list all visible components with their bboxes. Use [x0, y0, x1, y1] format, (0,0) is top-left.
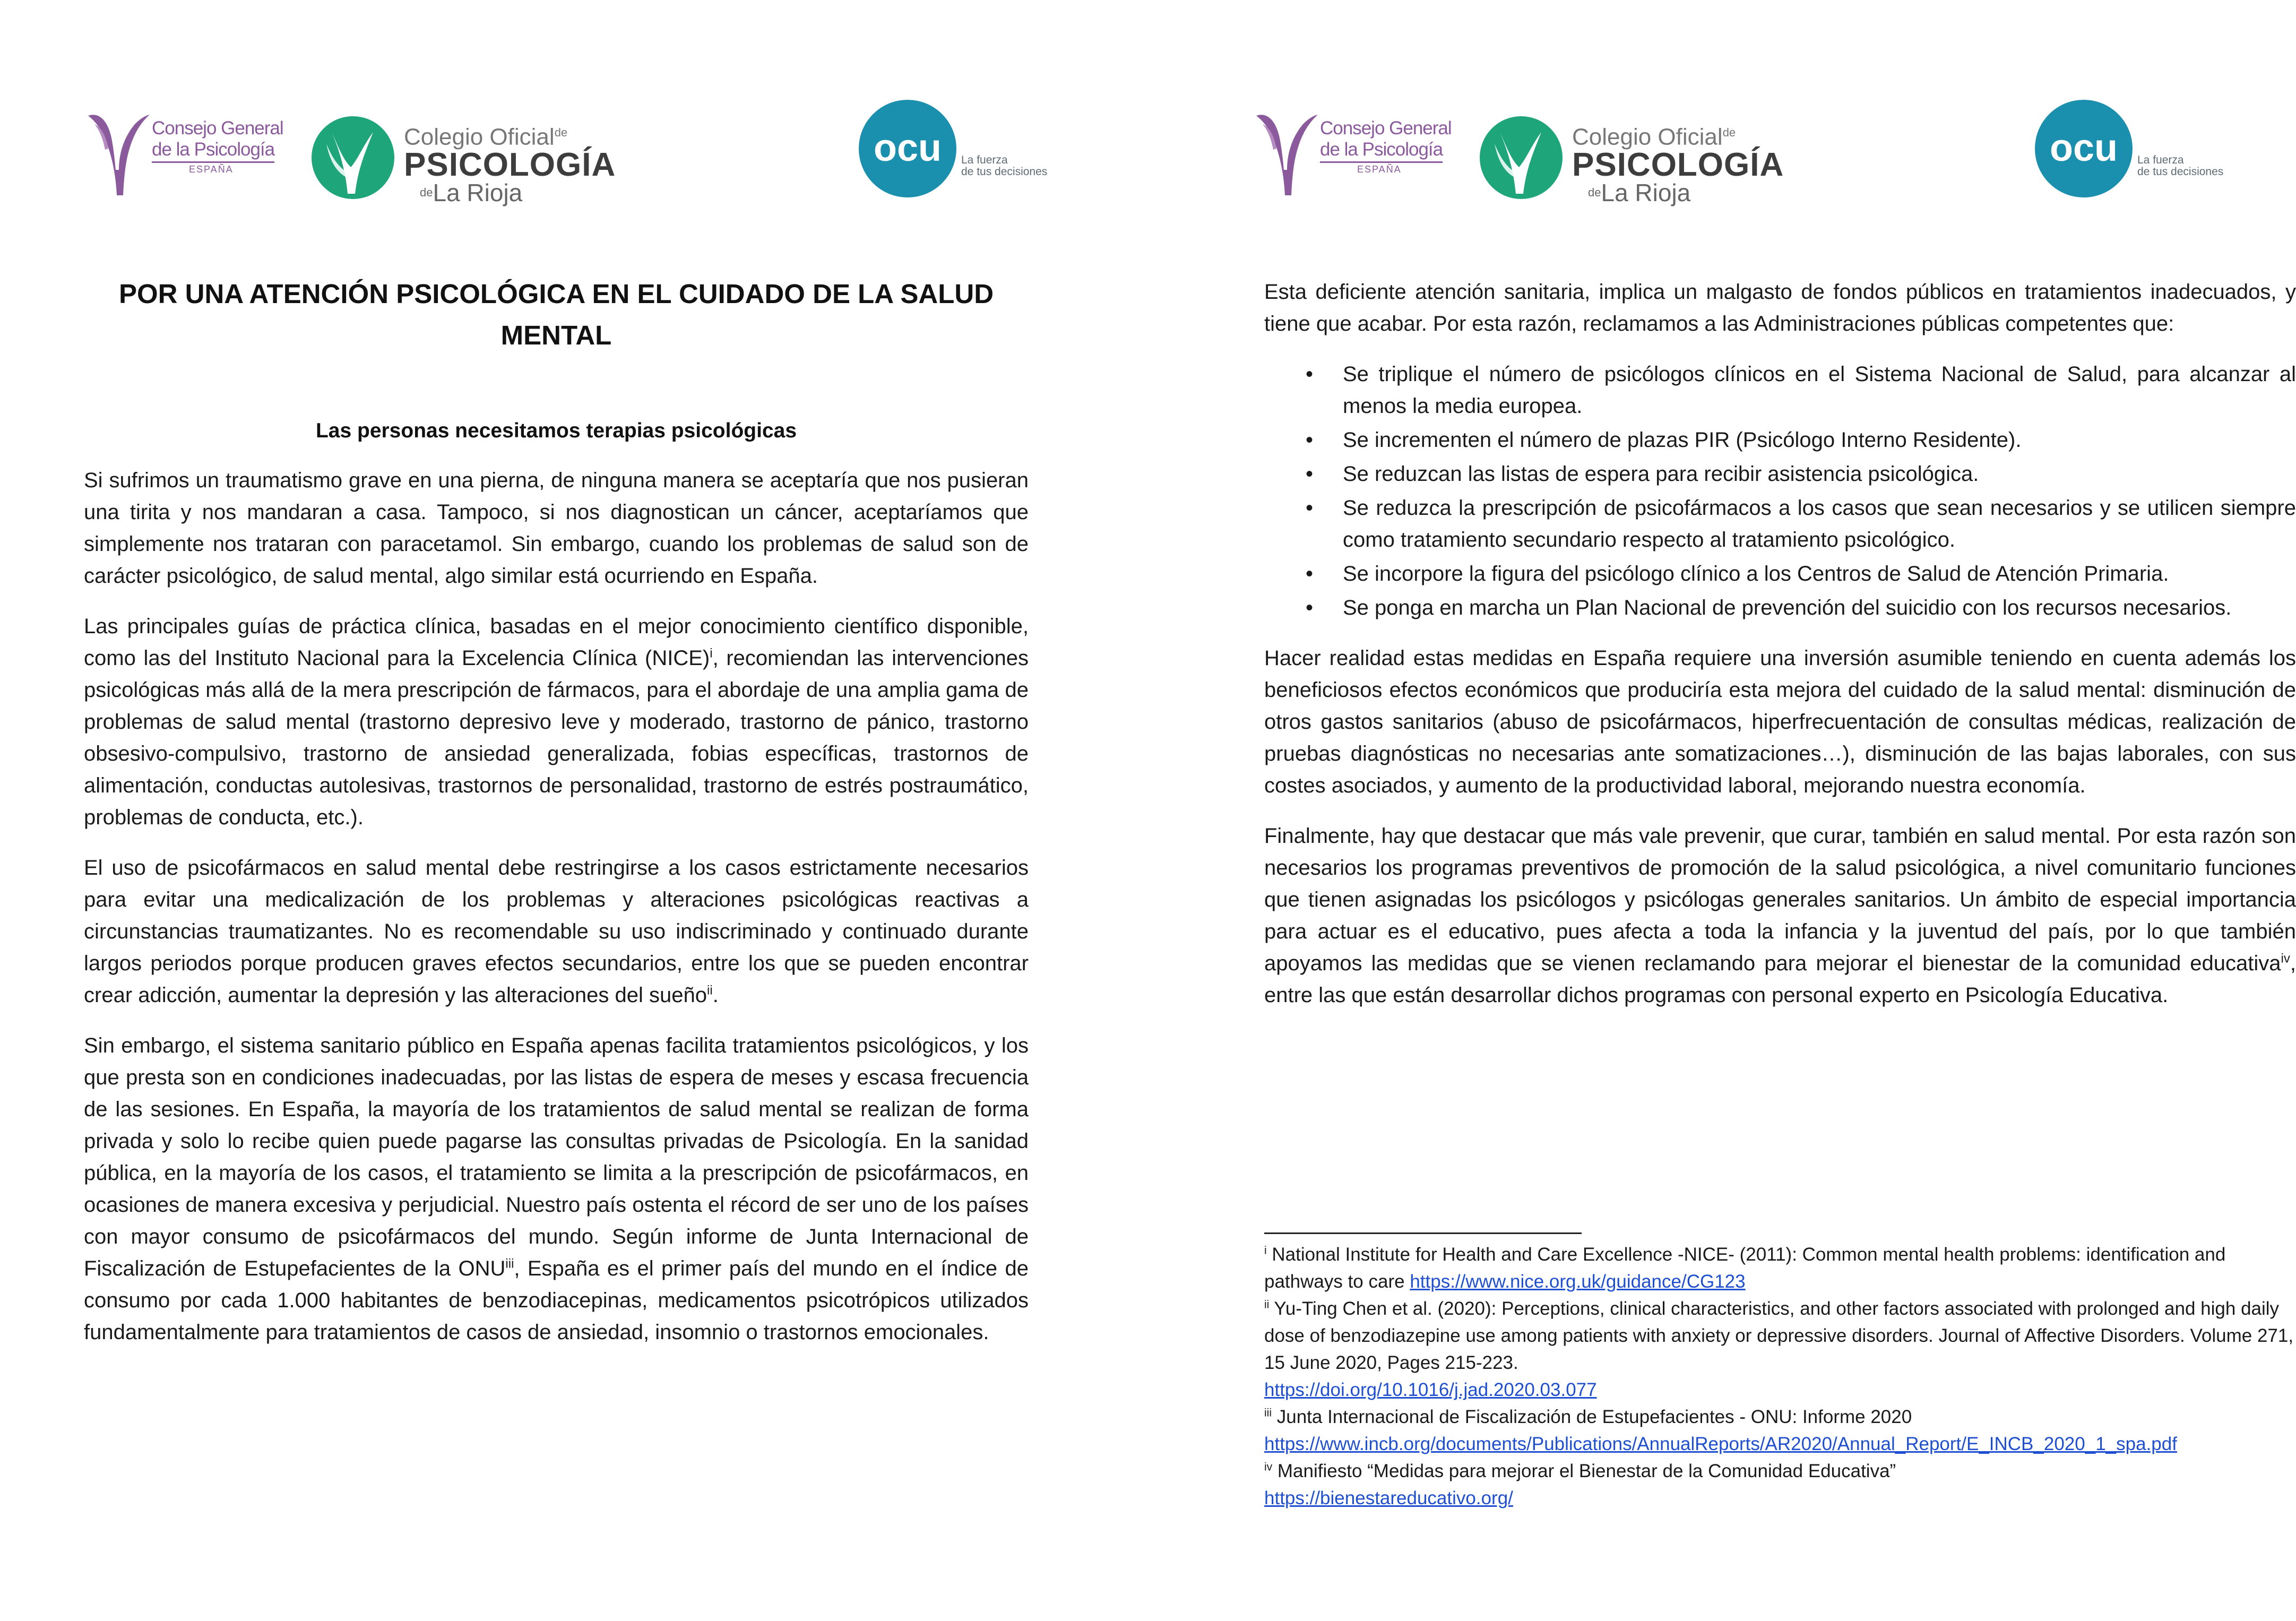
footnote-link[interactable]: https://doi.org/10.1016/j.jad.2020.03.077	[1264, 1379, 1597, 1400]
list-item: • Se ponga en marcha un Plan Nacional de prevención del suicidio con los recursos necesarios.	[1343, 592, 2296, 624]
ocu-circle-icon	[2033, 98, 2134, 199]
cgp-wordmark	[1320, 118, 1452, 176]
bullet-icon: •	[1306, 462, 1314, 486]
ocu-tagline	[2137, 154, 2223, 178]
bullet-icon: •	[1306, 428, 1314, 452]
cgp-line1: Consejo General	[1320, 118, 1452, 139]
footnote-ref[interactable]: iii	[505, 1256, 514, 1271]
cgp-line3: ESPAÑA	[1357, 164, 1402, 175]
list-item: • Se triplique el número de psicólogos clínicos en el Sistema Nacional de Salud, para alcanzar al menos la media europea.	[1343, 358, 2296, 422]
ocu-wordmark: ocu	[2049, 127, 2118, 169]
paragraph: El uso de psicofármacos en salud mental debe restringirse a los casos estrictamente necesarios para evitar una medicalización de los problemas y alteraciones psicológicas reactivas a circunstancias traumatizantes. No es recomendable su uso indiscriminado y continuado durante largos periodos porque producen graves efectos secundarios, entre los que se pueden encontrar crear adicción, aumentar la depresión y las alteraciones del sueño$^{ii}$.	[84, 856, 1029, 1007]
paragraph: Hacer realidad estas medidas en España requiere una inversión asumible teniendo en cuenta además los beneficiosos efectos económicos que produciría esta mejora del cuidado de la salud mental: disminución de otros gastos sanitarios (abuso de psicofármacos, hiperfrecuentación de consultas médicas, realización de pruebas diagnósticas no necesarias ante somatizaciones…), disminución de las bajas laborales, con sus costes asociados, y aumento de la productividad laboral, mejorando nuestra economía.	[1264, 646, 2296, 797]
cgp-psi-icon	[84, 106, 153, 199]
paragraph: Esta deficiente atención sanitaria, implica un malgasto de fondos públicos en tratamientos inadecuados, y tiene que acabar. Por esta razón, reclamamos a las Administraciones públicas competentes que:	[1264, 280, 2296, 335]
cop-line3: La Rioja	[1601, 178, 1691, 206]
paragraph: Finalmente, hay que destacar que más vale prevenir, que curar, también en salud mental. Por esta razón son necesarios los programas preventivos de promoción de la salud psicológica, a nivel comunitario funciones que tienen asignadas los psicólogos y psicólogas generales sanitarios. Un ámbito de especial importancia para actuar es el educativo, pues afecta a toda la infancia y la juventud del país, por lo que también apoyamos las medidas que se vienen reclamando para mejorar el bienestar de la comunidad educativa$^{iv}$, entre las que están desarrollar dichos programas con personal experto en Psicología Educativa.	[1264, 824, 2296, 1007]
ocu-tagline2: de tus decisiones	[961, 166, 1048, 178]
ocu-tagline	[961, 154, 1047, 178]
bullet-icon: •	[1306, 496, 1314, 520]
cgp-line2: de la Psicología	[1320, 139, 1443, 163]
footnote-separator	[1264, 1232, 1582, 1234]
bullet-icon: •	[1306, 363, 1314, 386]
cop-wordmark	[1572, 120, 1784, 205]
cop-line1-sup: de	[1722, 126, 1736, 139]
footnote: $^{iii}$ Junta Internacional de Fiscalización de Estupefacientes - ONU: Informe 2020 https://www.incb.org/documents/Publications/AnnualReports/AR2020/Annual_Report/E_INCB_2020_1_spa.pdf	[1264, 1407, 2177, 1454]
left-page	[0, 0, 1142, 1621]
cgp-logo	[84, 106, 296, 202]
demands-list	[1264, 358, 2296, 624]
ocu-tagline2: de tus decisiones	[2137, 166, 2224, 178]
cop-psi-icon	[1479, 114, 1564, 202]
cop-line1: Colegio Oficial	[1572, 124, 1723, 150]
cop-logo	[310, 114, 616, 206]
cop-line1: Colegio Oficial	[404, 124, 555, 150]
ocu-tagline1: La fuerza	[961, 154, 1008, 166]
cop-line3-de: de	[420, 185, 433, 199]
cgp-logo	[1252, 106, 1464, 202]
cop-line2: PSICOLOGÍA	[404, 146, 616, 183]
cgp-line1: Consejo General	[152, 118, 283, 139]
bullet-icon: •	[1306, 596, 1314, 619]
footnotes	[1264, 1241, 2296, 1512]
title-line2: MENTAL	[500, 320, 612, 350]
footnote-link[interactable]: https://bienestareducativo.org/	[1264, 1488, 1513, 1508]
ocu-tagline1: La fuerza	[2137, 154, 2184, 166]
cgp-line3: ESPAÑA	[189, 164, 234, 175]
footnote-link[interactable]: https://www.nice.org.uk/guidance/CG123	[1410, 1271, 1746, 1292]
cop-line1-sup: de	[554, 126, 568, 139]
footnote-link[interactable]: https://www.incb.org/documents/Publications/AnnualReports/AR2020/Annual_Report/E_INCB_2020_1_spa.pdf	[1264, 1434, 2177, 1454]
bullet-icon: •	[1306, 562, 1314, 585]
ocu-wordmark: ocu	[873, 127, 942, 169]
paragraph: Si sufrimos un traumatismo grave en una pierna, de ninguna manera se aceptaría que nos pusieran una tirita y nos mandaran a casa. Tampoco, si nos diagnostican un cáncer, aceptaríamos que simplemente nos trataran con paracetamol. Sin embargo, cuando los problemas de salud son de carácter psicológico, de salud mental, algo similar está ocurriendo en España.	[84, 469, 1029, 588]
cgp-psi-icon	[1252, 106, 1321, 199]
footnote: $^i$ National Institute for Health and Care Excellence -NICE- (2011): Common mental health problems: identification and pathways to care https://www.nice.org.uk/guidance/CG123	[1264, 1244, 2226, 1292]
list-item: • Se incrementen el número de plazas PIR (Psicólogo Interno Residente).	[1343, 424, 2296, 456]
cop-wordmark	[404, 120, 616, 205]
footnote: $^{iv}$ Manifiesto “Medidas para mejorar el Bienestar de la Comunidad Educativa” https://bienestareducativo.org/	[1264, 1461, 1896, 1508]
section-subtitle: Las personas necesitamos terapias psicológicas	[315, 419, 797, 442]
left-body	[84, 464, 1029, 1367]
list-item: • Se incorpore la figura del psicólogo clínico a los Centros de Salud de Atención Primaria.	[1343, 558, 2296, 590]
cgp-line2: de la Psicología	[152, 139, 274, 163]
cop-line3: La Rioja	[433, 178, 523, 206]
list-item: • Se reduzcan las listas de espera para recibir asistencia psicológica.	[1343, 458, 2296, 490]
ocu-logo	[857, 98, 1059, 199]
ocu-logo	[2033, 98, 2235, 199]
document-title	[84, 273, 1029, 356]
paragraph: Las principales guías de práctica clínica, basadas en el mejor conocimiento científico disponible, como las del Instituto Nacional para la Excelencia Clínica (NICE)$^i$, recomiendan las intervenciones psicológicas más allá de la mera prescripción de fármacos, para el abordaje de una amplia gama de problemas de salud mental (trastorno depresivo leve y moderado, trastorno de pánico, trastorno obsesivo-compulsivo, trastorno de ansiedad generalizada, fobias específicas, trastornos de alimentación, conductas autolesivas, trastornos de personalidad, trastorno de estrés postraumático, problemas de conducta, etc.).	[84, 615, 1029, 829]
footnote-ref[interactable]: ii	[707, 983, 713, 998]
cop-logo	[1479, 114, 1784, 206]
right-body	[1264, 276, 2296, 1030]
cop-line2: PSICOLOGÍA	[1572, 146, 1784, 183]
list-item: • Se reduzca la prescripción de psicofármacos a los casos que sean necesarios y se utilicen siempre como tratamiento secundario respecto al tratamiento psicológico.	[1343, 492, 2296, 556]
cop-psi-icon	[310, 114, 395, 202]
cgp-wordmark	[152, 118, 283, 176]
cop-line3-de: de	[1588, 185, 1601, 199]
title-line1: POR UNA ATENCIÓN PSICOLÓGICA EN EL CUIDADO DE LA SALUD	[118, 279, 994, 309]
right-page	[1142, 0, 2296, 1621]
ocu-circle-icon	[857, 98, 958, 199]
paragraph: Sin embargo, el sistema sanitario público en España apenas facilita tratamientos psicológicos, y los que presta son en condiciones inadecuadas, por las listas de espera de meses y escasa frecuencia de las sesiones. En España, la mayoría de los tratamientos de salud mental se realizan de forma privada y solo lo recibe quien puede pagarse las consultas privadas de Psicología. En la sanidad pública, en la mayoría de los casos, el tratamiento se limita a la prescripción de psicofármacos, en ocasiones de manera excesiva y perjudicial. Nuestro país ostenta el récord de ser uno de los países con mayor consumo de psicofármacos del mundo. Según informe de Junta Internacional de Fiscalización de Estupefacientes de la ONU$^{iii}$, España es el primer país del mundo en el índice de consumo por cada 1.000 habitantes de benzodiacepinas, medicamentos psicotrópicos utilizados fundamentalmente para tratamientos de casos de ansiedad, insomnio o trastornos emocionales.	[84, 1034, 1029, 1344]
footnote-ref[interactable]: i	[710, 646, 713, 661]
footnote: $^{ii}$ Yu-Ting Chen et al. (2020): Perceptions, clinical characteristics, and other factors associated with prolonged and high daily dose of benzodiazepine use among patients with anxiety or depressive disorders. Journal of Affective Disorders. Volume 271, 15 June 2020, Pages 215-223. https://doi.org/10.1016/j.jad.2020.03.077	[1264, 1298, 2294, 1400]
footnote-ref[interactable]: iv	[2281, 951, 2290, 966]
